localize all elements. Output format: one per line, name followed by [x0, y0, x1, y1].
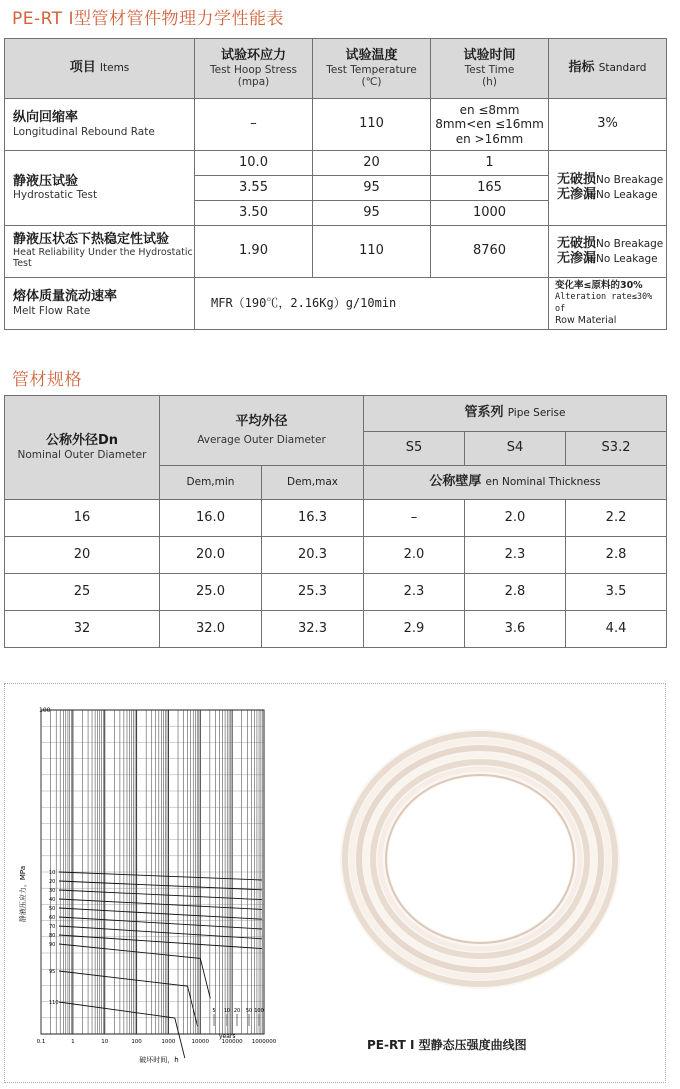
- dn-cell: 32: [5, 611, 160, 648]
- figure-panel: [4, 683, 666, 1083]
- table-row: [5, 574, 667, 611]
- header-dn: 公称外径Dn Nominal Outer Diameter: [5, 396, 160, 500]
- x-tick-label: 10000: [191, 1039, 210, 1045]
- s4-cell: 2.0: [465, 500, 566, 537]
- dem-max-cell: 25.3: [262, 574, 364, 611]
- hydro-temp-1: 20: [313, 151, 431, 176]
- curve-label: 90: [49, 942, 56, 948]
- dn-cell: 20: [5, 537, 160, 574]
- strength-curve-chart: [19, 704, 277, 1064]
- hydro-time-1: 1: [431, 151, 549, 176]
- years-tick-label: 20: [233, 1008, 241, 1014]
- curve-label: 95: [49, 969, 56, 975]
- heat-stress: 1.90: [195, 226, 313, 278]
- row-heat: [5, 226, 667, 278]
- heat-temp: 110: [313, 226, 431, 278]
- dem-max-cell: 32.3: [262, 611, 364, 648]
- hydro-stress-1: 10.0: [195, 151, 313, 176]
- dn-cell: 25: [5, 574, 160, 611]
- dem-min-cell: 25.0: [160, 574, 262, 611]
- s4-cell: 2.3: [465, 537, 566, 574]
- header-items: 项目 Items: [5, 39, 195, 99]
- properties-title: PE-RT Ⅰ型管材管件物理力学性能表: [12, 9, 285, 29]
- s32-cell: 2.2: [566, 500, 667, 537]
- x-tick-label: 1000: [161, 1039, 176, 1045]
- heat-label: 静液压状态下热稳定性试验 Heat Reliability Under the Hydrostatic Test: [5, 226, 195, 278]
- chart-xlabel: 破坏时间，h: [139, 1056, 179, 1064]
- specs-title: 管材规格: [12, 370, 82, 390]
- header-avg-diameter: 平均外径 Average Outer Diameter: [160, 396, 364, 466]
- curve-label: 70: [49, 924, 56, 930]
- x-tick-label: 100000: [221, 1039, 243, 1045]
- x-tick-label: 1000000: [251, 1039, 277, 1045]
- dn-cell: 16: [5, 500, 160, 537]
- properties-header-row: [5, 39, 667, 99]
- curve-label: 10: [49, 870, 56, 876]
- s32-cell: 4.4: [566, 611, 667, 648]
- chart-grid: [41, 710, 264, 1034]
- hydro-standard: 无破损No Breakage 无渗漏No Leakage: [549, 151, 667, 226]
- header-standard: 指标 Standard: [549, 39, 667, 99]
- curve-label: 30: [49, 888, 56, 894]
- s5-cell: 2.0: [364, 537, 465, 574]
- x-tick-label: 1: [71, 1039, 75, 1045]
- table-row: [5, 537, 667, 574]
- hydro-temp-2: 95: [313, 176, 431, 201]
- header-dem-max: Dem,max: [262, 466, 364, 500]
- header-pipe-series: 管系列 Pipe Serise: [364, 396, 667, 432]
- header-s32: S3.2: [566, 432, 667, 466]
- s32-cell: 2.8: [566, 537, 667, 574]
- mfr-label: 熔体质量流动速率 Melt Flow Rate: [5, 278, 195, 330]
- curve-label: 50: [49, 906, 56, 912]
- chart-ylabel: 静液压应力，MPa: [19, 865, 27, 923]
- s5-cell: 2.3: [364, 574, 465, 611]
- years-tick-label: 10: [223, 1008, 231, 1014]
- heat-time: 8760: [431, 226, 549, 278]
- years-tick-label: 100: [254, 1008, 264, 1014]
- row-mfr: [5, 278, 667, 330]
- curve-label: 20: [49, 879, 56, 885]
- header-s4: S4: [465, 432, 566, 466]
- s32-cell: 3.5: [566, 574, 667, 611]
- header-s5: S5: [364, 432, 465, 466]
- rebound-time: en ≤8mm 8mm<en ≤16mm en >16mm: [431, 99, 549, 151]
- x-tick-label: 0.1: [36, 1039, 46, 1045]
- hydro-label: 静液压试验 Hydrostatic Test: [5, 151, 195, 226]
- header-nominal-thickness: 公称壁厚 en Nominal Thickness: [364, 466, 667, 500]
- header-temperature: 试验温度 Test Temperature (℃): [313, 39, 431, 99]
- dem-min-cell: 32.0: [160, 611, 262, 648]
- s4-cell: 3.6: [465, 611, 566, 648]
- dem-min-cell: 20.0: [160, 537, 262, 574]
- table-row: [5, 500, 667, 537]
- curve-label: 40: [49, 897, 56, 903]
- header-time: 试验时间 Test Time (h): [431, 39, 549, 99]
- curve-label: 80: [49, 933, 56, 939]
- x-tick-label: 10: [101, 1039, 109, 1045]
- hydro-temp-3: 95: [313, 201, 431, 226]
- header-stress: 试验环应力 Test Hoop Stress (mpa): [195, 39, 313, 99]
- years-label: years: [219, 1033, 236, 1040]
- years-tick-label: 50: [245, 1008, 253, 1014]
- rebound-standard: 3%: [549, 99, 667, 151]
- row-rebound: [5, 99, 667, 151]
- specs-header-row-1: [5, 396, 667, 432]
- header-dem-min: Dem,min: [160, 466, 262, 500]
- heat-standard: 无破损No Breakage 无渗漏No Leakage: [549, 226, 667, 278]
- dem-min-cell: 16.0: [160, 500, 262, 537]
- dem-max-cell: 16.3: [262, 500, 364, 537]
- s5-cell: –: [364, 500, 465, 537]
- pipe-coil-image: [335, 724, 625, 994]
- properties-table: [4, 38, 667, 330]
- years-tick-label: 5: [212, 1008, 216, 1014]
- hydro-stress-2: 3.55: [195, 176, 313, 201]
- chart-ytop-label: 100: [39, 707, 51, 714]
- row-hydro-1: [5, 151, 667, 176]
- mfr-value: MFR（190℃，2.16Kg）g/10min: [195, 278, 549, 330]
- s5-cell: 2.9: [364, 611, 465, 648]
- table-row: [5, 611, 667, 648]
- rebound-stress: –: [195, 99, 313, 151]
- mfr-standard: 变化率≤原料的30% Alteration rate≤30% of Row Material: [549, 278, 667, 330]
- curve-label: 110: [49, 1000, 59, 1006]
- chart-caption: PE-RT Ⅰ 型静态压强度曲线图: [367, 1038, 527, 1052]
- x-tick-label: 100: [131, 1039, 142, 1045]
- hydro-time-3: 1000: [431, 201, 549, 226]
- hydro-time-2: 165: [431, 176, 549, 201]
- rebound-temp: 110: [313, 99, 431, 151]
- curve-label: 60: [49, 915, 56, 921]
- s4-cell: 2.8: [465, 574, 566, 611]
- hydro-stress-3: 3.50: [195, 201, 313, 226]
- rebound-label: 纵向回缩率 Longitudinal Rebound Rate: [5, 99, 195, 151]
- dem-max-cell: 20.3: [262, 537, 364, 574]
- specs-table: [4, 395, 667, 648]
